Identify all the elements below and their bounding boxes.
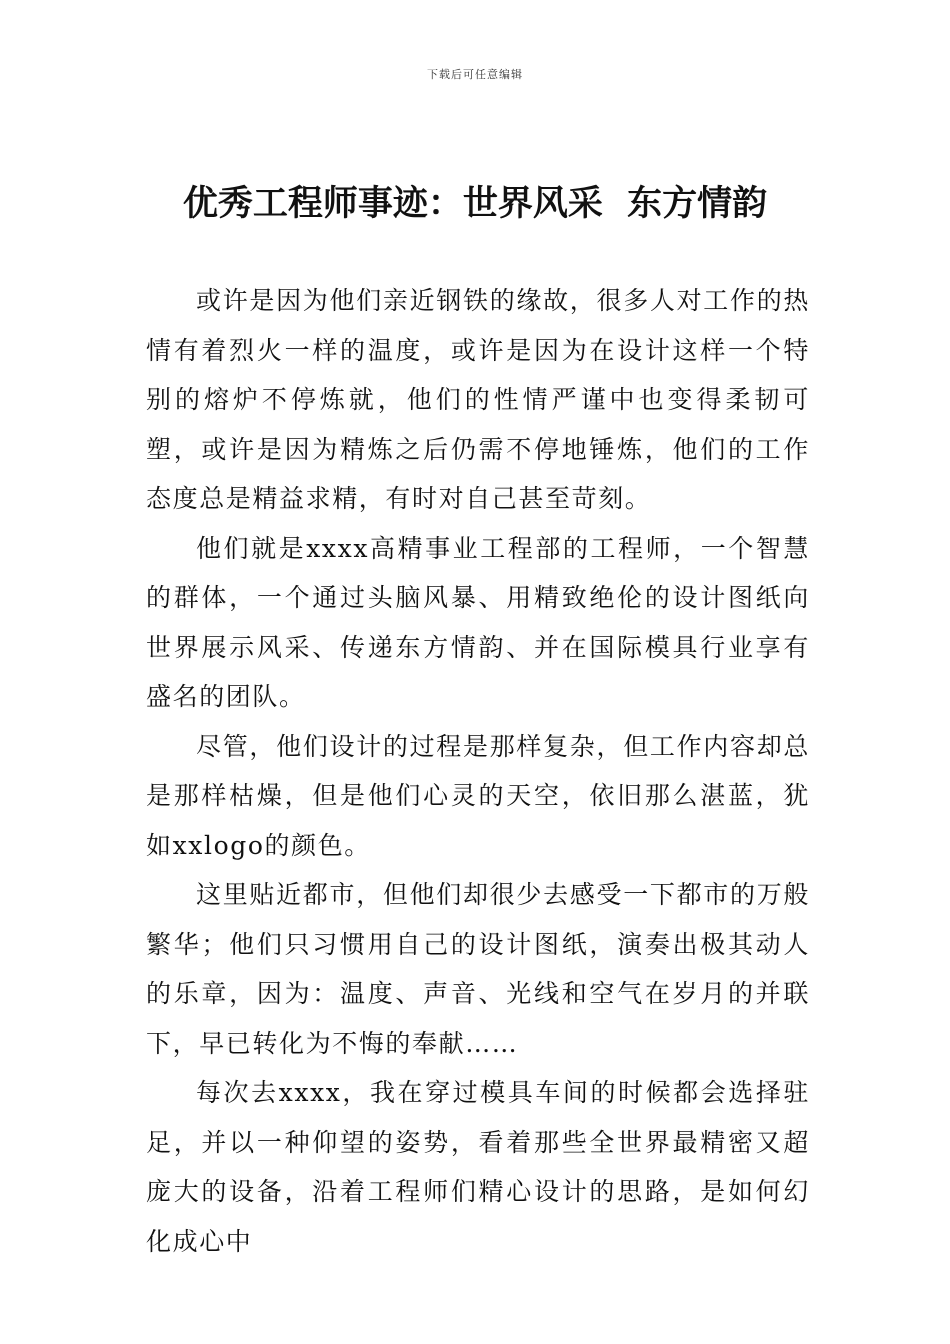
paragraph: 尽管，他们设计的过程是那样复杂，但工作内容却总是那样枯燥，但是他们心灵的天空，依旧那么湛蓝，犹如xxlogo的颜色。 [146, 731, 810, 860]
document-body [146, 276, 810, 1266]
paragraph: 或许是因为他们亲近钢铁的缘故，很多人对工作的热情有着烈火一样的温度，或许是因为在设计这样一个特别的熔炉不停炼就，他们的性情严谨中也变得柔韧可塑，或许是因为精炼之后仍需不停地锤炼，他们的工作态度总是精益求精，有时对自己甚至苛刻。 [146, 286, 810, 513]
header-note: 下载后可任意编辑 [427, 68, 523, 81]
paragraph: 这里贴近都市，但他们却很少去感受一下都市的万般繁华；他们只习惯用自己的设计图纸，演奏出极其动人的乐章，因为：温度、声音、光线和空气在岁月的并联下，早已转化为不悔的奉献…… [146, 880, 810, 1058]
paragraph: 他们就是xxxx高精事业工程部的工程师，一个智慧的群体，一个通过头脑风暴、用精致绝伦的设计图纸向世界展示风采、传递东方情韵、并在国际模具行业享有盛名的团队。 [146, 533, 810, 711]
document-title: 优秀工程师事迹：世界风采 东方情韵 [182, 184, 768, 224]
paragraph: 每次去xxxx，我在穿过模具车间的时候都会选择驻足，并以一种仰望的姿势，看着那些全世界最精密又超庞大的设备，沿着工程师们精心设计的思路，是如何幻化成心中 [146, 1078, 810, 1256]
